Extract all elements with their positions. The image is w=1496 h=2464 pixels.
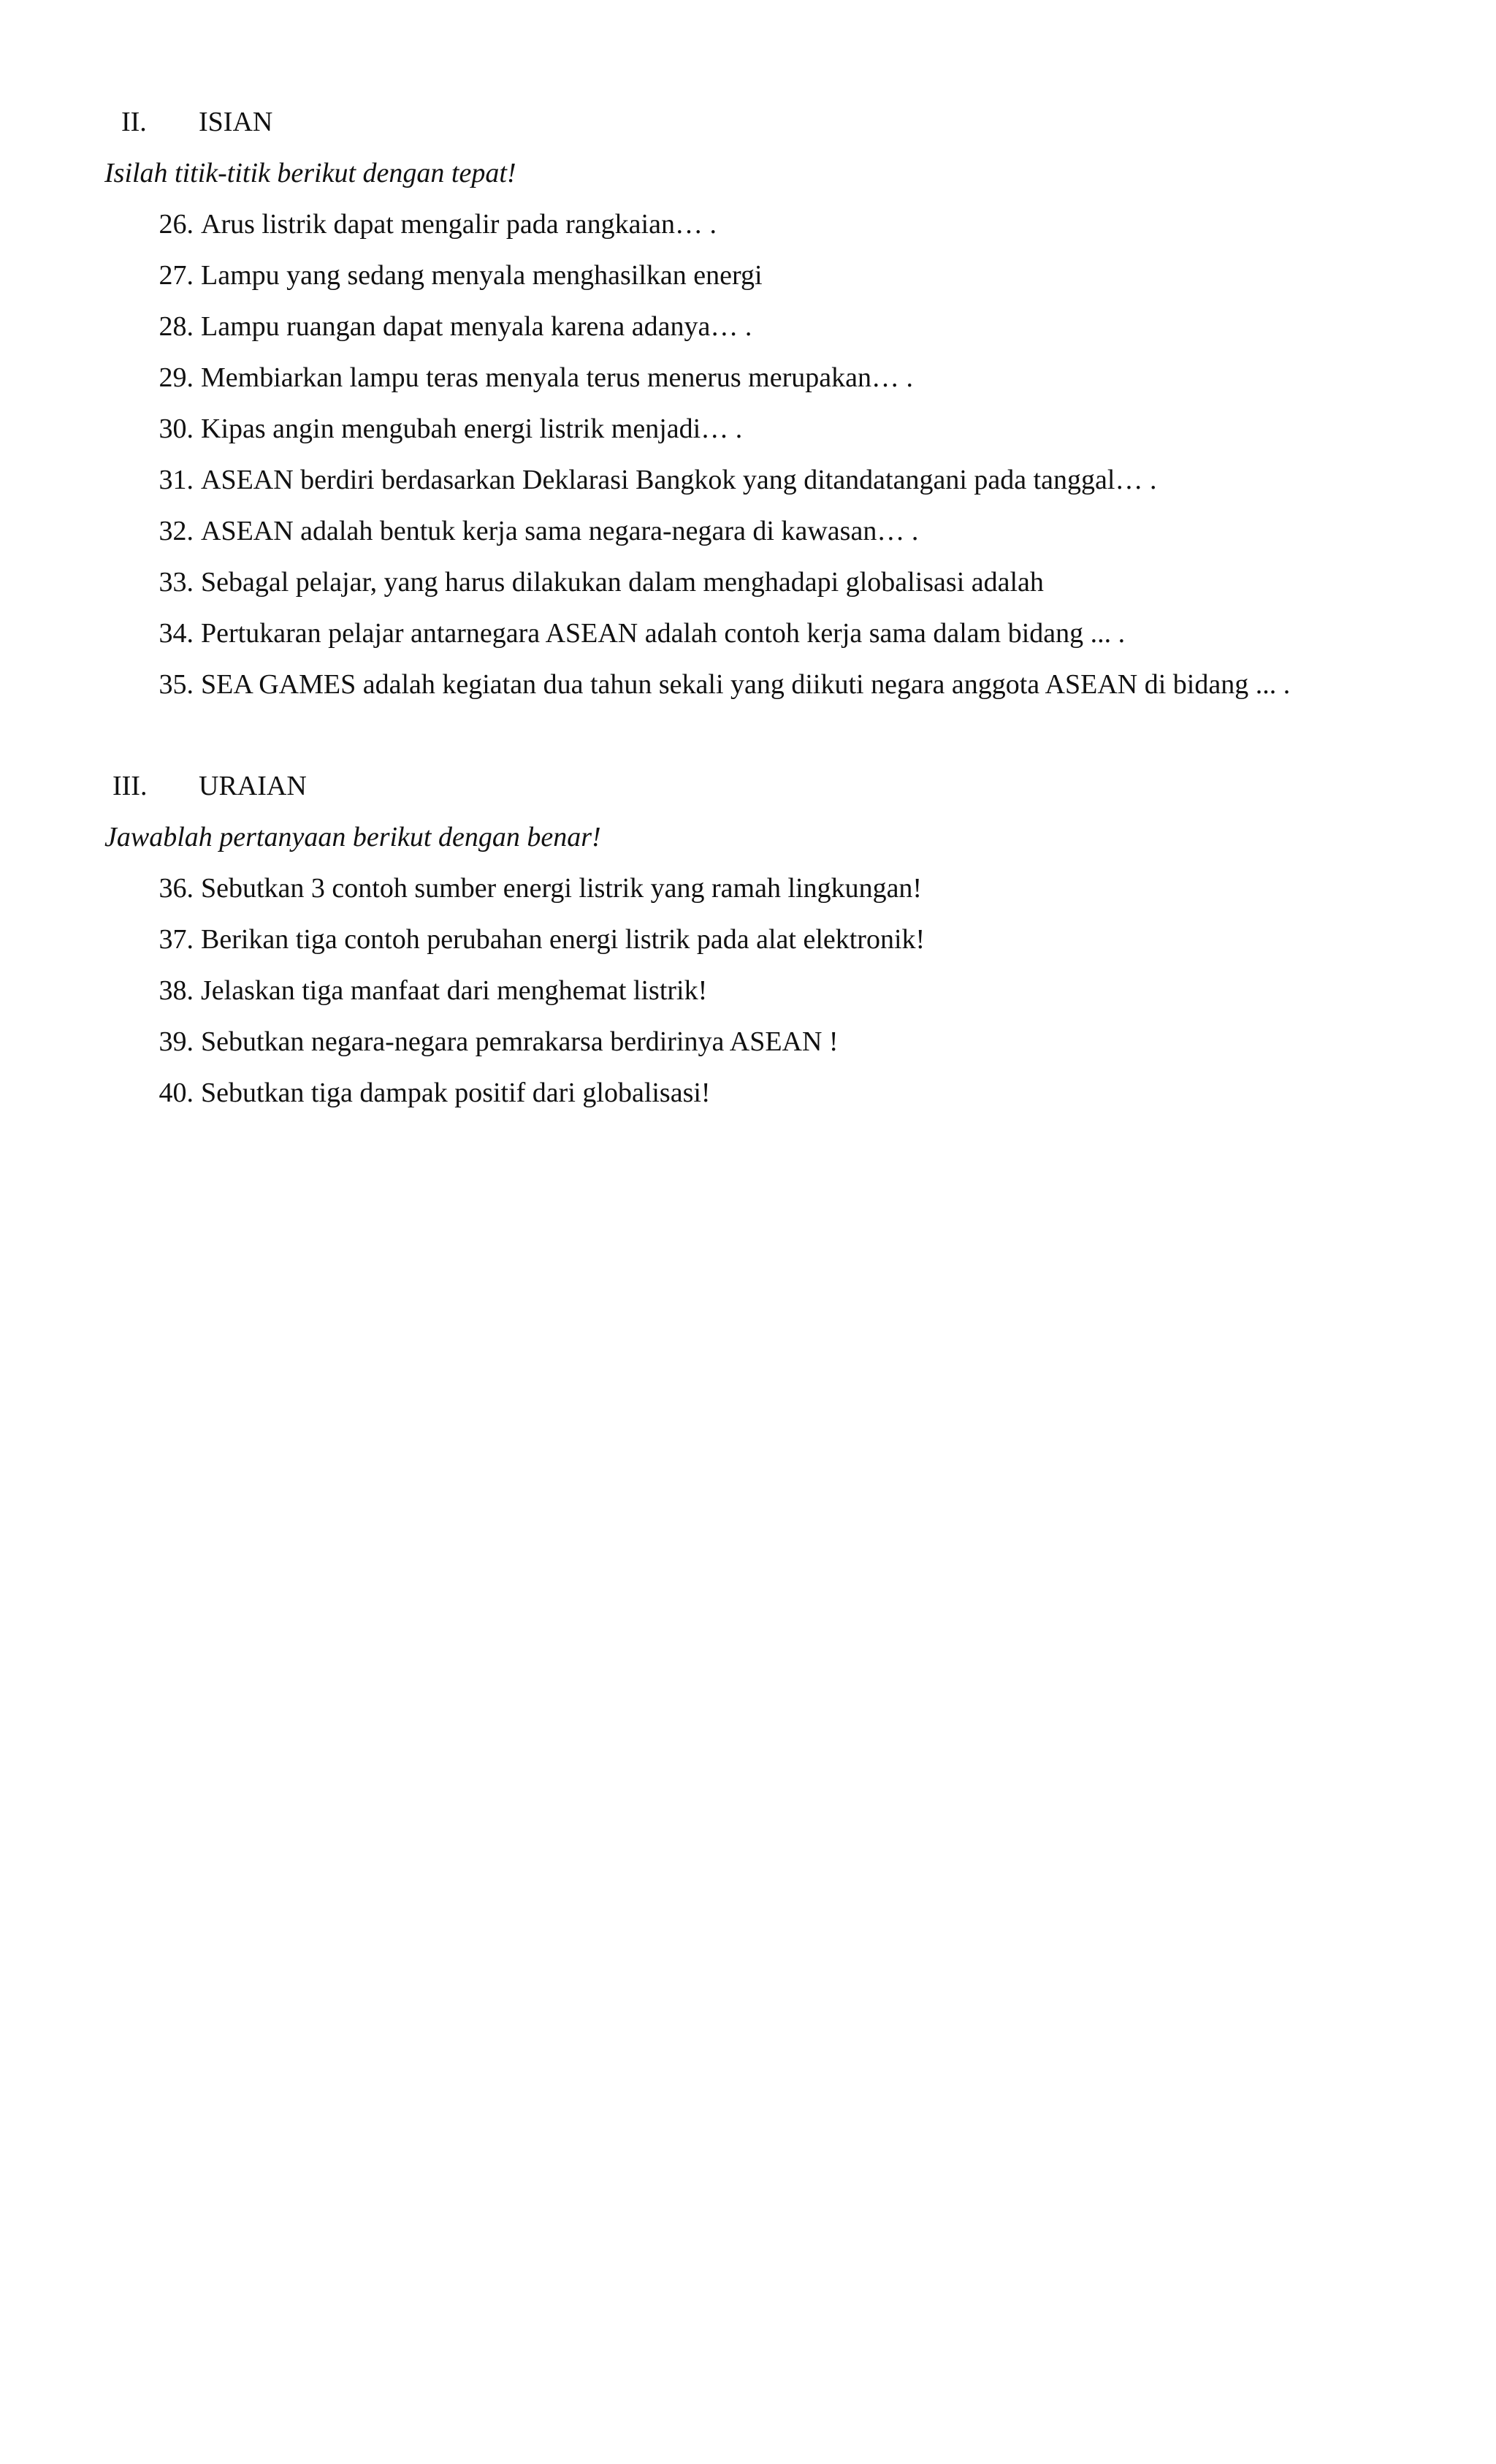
question-number: 38.: [159, 975, 194, 1006]
question-item: [0, 466, 1461, 494]
question-text: SEA GAMES adalah kegiatan dua tahun sekali yang diikuti negara anggota ASEAN di bidang ... .: [201, 669, 1291, 700]
question-item: [0, 671, 1461, 698]
question-item: [0, 517, 1461, 545]
question-number: 39.: [159, 1026, 194, 1057]
question-text: Sebutkan negara-negara pemrakarsa berdirinya ASEAN !: [201, 1026, 839, 1057]
question-number: 32.: [159, 516, 194, 546]
question-text: Sebutkan 3 contoh sumber energi listrik yang ramah lingkungan!: [201, 873, 923, 904]
question-number: 26.: [159, 209, 194, 240]
section-instruction-uraian: Jawablah pertanyaan berikut dengan benar!: [104, 822, 601, 853]
question-item: [0, 568, 1461, 596]
question-number: 31.: [159, 465, 194, 495]
question-text: Sebagal pelajar, yang harus dilakukan dalam menghadapi globalisasi adalah: [201, 567, 1044, 598]
section-heading-isian: [121, 108, 272, 136]
question-number: 40.: [159, 1077, 194, 1108]
question-text: Berikan tiga contoh perubahan energi listrik pada alat elektronik!: [201, 924, 926, 955]
question-number: 33.: [159, 567, 194, 598]
question-item: [0, 415, 1461, 443]
question-text: Membiarkan lampu teras menyala terus menerus merupakan… .: [201, 362, 913, 393]
question-text: Sebutkan tiga dampak positif dari globalisasi!: [201, 1077, 711, 1108]
question-number: 30.: [159, 413, 194, 444]
question-number: 37.: [159, 924, 194, 955]
question-item: [0, 874, 1461, 902]
question-item: [0, 1079, 1461, 1107]
question-item: [0, 977, 1461, 1004]
section-heading-uraian: [112, 772, 307, 800]
question-text: Lampu ruangan dapat menyala karena adanya… .: [201, 311, 752, 342]
section-number: III.: [112, 771, 148, 801]
question-item: [0, 1028, 1461, 1056]
question-text: Kipas angin mengubah energi listrik menjadi… .: [201, 413, 743, 444]
question-text: Lampu yang sedang menyala menghasilkan energi: [201, 260, 763, 291]
question-text: Arus listrik dapat mengalir pada rangkaian… .: [201, 209, 717, 240]
question-number: 34.: [159, 618, 194, 649]
question-item: [0, 619, 1461, 647]
question-item: [0, 926, 1461, 953]
section-number: II.: [121, 107, 147, 137]
question-item: [0, 313, 1461, 340]
question-text: ASEAN adalah bentuk kerja sama negara-negara di kawasan… .: [201, 516, 919, 546]
question-number: 29.: [159, 362, 194, 393]
question-text: Pertukaran pelajar antarnegara ASEAN adalah contoh kerja sama dalam bidang ... .: [201, 618, 1126, 649]
question-item: [0, 210, 1461, 238]
question-number: 36.: [159, 873, 194, 904]
question-number: 28.: [159, 311, 194, 342]
question-text: Jelaskan tiga manfaat dari menghemat listrik!: [201, 975, 708, 1006]
question-number: 27.: [159, 260, 194, 291]
question-text: ASEAN berdiri berdasarkan Deklarasi Bangkok yang ditandatangani pada tanggal… .: [201, 465, 1157, 495]
section-instruction-isian: Isilah titik-titik berikut dengan tepat!: [104, 158, 516, 188]
question-item: [0, 262, 1461, 289]
question-number: 35.: [159, 669, 194, 700]
question-item: [0, 364, 1461, 392]
section-title: ISIAN: [199, 107, 273, 137]
section-title: URAIAN: [199, 771, 307, 801]
